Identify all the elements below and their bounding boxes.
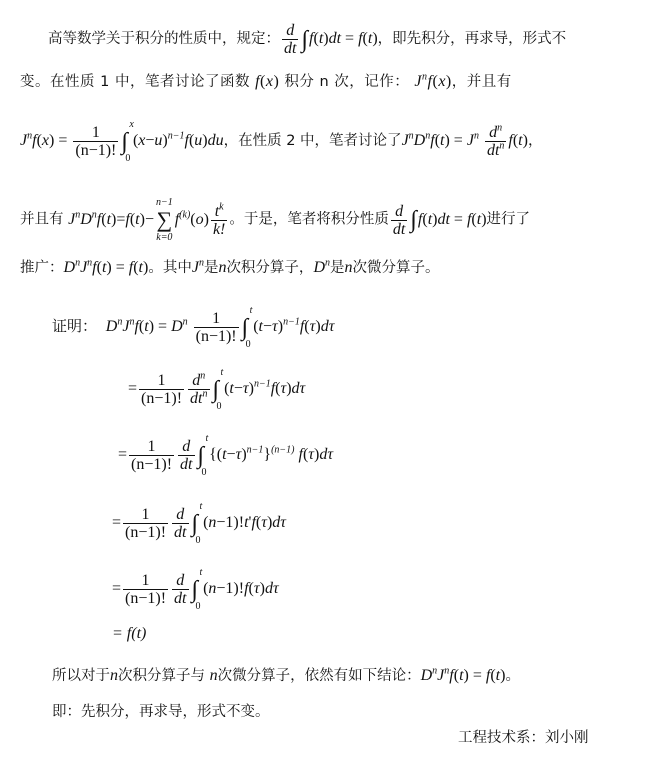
text-segment: 高等数学关于积分的性质中，规定： <box>48 31 280 48</box>
proof-line-4: = $\frac{1}{(n-1)!}$ $\frac{d}{dt}$ ∫ t 0 (n−1)!t'f(τ)dτ <box>112 500 287 546</box>
text-segment: 次积分算子， <box>226 260 314 276</box>
proof-label: 证明： <box>52 317 98 336</box>
text-segment: ，即先积分，再求导，形式不 <box>377 31 567 48</box>
paragraph-line-5: 推广：$D^nJ^nf(t) = f(t)$。其中$J^n$是n次积分算子，$D^n$是n次微分算子。 <box>20 257 440 276</box>
proof-final: = f(t) <box>112 625 147 642</box>
proof-line-1: 证明： $D^nJ^nf(t) = D^n$ $\frac{1}{(n-1)!}$ ∫ t 0 $(t-\tau)^{n-1}f(\tau)d\tau$ <box>52 304 335 350</box>
text-segment: 次积分算子与 <box>118 668 205 684</box>
text-segment: 所以对于 <box>52 668 110 684</box>
paragraph-line-4: 并且有 $J^nD^nf(t)=f(t)-$ n−1 ∑ k=0 $f^{(k)}(o)$ $\frac{t^k}{k!}$ 。于是，笔者将积分性质 $\frac{d}{dt}$ ∫f(t)dt = f(t)进行了 <box>20 197 531 243</box>
paragraph-line-1: 高等数学关于积分的性质中，规定： $\frac{d}{dt}$ ∫f(t)dt = f(t)，即先积分，再求导，形式不 <box>48 22 567 57</box>
proof-line-2: = $\frac{1}{(n-1)!}$ $\frac{d^n}{dt^n}$ ∫ t 0 $(t-\tau)^{n-1}f(\tau)d\tau$ <box>128 366 306 412</box>
text-segment: 推广： <box>20 260 64 276</box>
text-segment: 变。在性质 1 中，笔者讨论了函数 <box>20 74 250 90</box>
conclusion-line-1: 所以对于n次积分算子与 n次微分算子，依然有如下结论：$D^nJ^nf(t) = f(t)$。 <box>52 665 520 684</box>
proof-line-5: = $\frac{1}{(n-1)!}$ $\frac{d}{dt}$ ∫ t 0 (n−1)!f(τ)dτ <box>112 566 279 612</box>
text-segment: 并且有 <box>20 211 64 228</box>
text-segment: ，在性质 2 中，笔者讨论了 <box>223 133 402 150</box>
text-segment: 。于是，笔者将积分性质 <box>229 211 389 228</box>
conclusion-line-2: 即：先积分，再求导，形式不变。 <box>52 704 270 720</box>
text-segment: ，并且有 <box>451 74 512 90</box>
proof-line-6 <box>112 624 146 643</box>
proof-line-3: = $\frac{1}{(n-1)!}$ $\frac{d}{dt}$ ∫ t 0 $\{(t-\tau)^{n-1}\}^{(n-1)}$ f(τ)dτ <box>118 432 334 478</box>
text-segment: 次微分算子，依然有如下结论： <box>217 668 421 684</box>
text-segment: 次微分算子。 <box>352 260 440 276</box>
text-segment: 是 <box>330 260 345 276</box>
signature: 工程技术系：刘小刚 <box>458 730 589 746</box>
paragraph-line-2: 变。在性质 1 中，笔者讨论了函数 f(x) 积分 n 次，记作： $J^nf(x)$，并且有 <box>20 71 512 90</box>
text-segment: 进行了 <box>486 211 531 228</box>
text-segment: 是 <box>203 260 219 276</box>
text-segment: 积分 n 次，记作： <box>284 74 410 90</box>
paragraph-line-3: $J^nf(x)$ = $\frac{1}{(n-1)!}$ ∫ x 0 $(x-u)^{n-1}f(u)du$，在性质 2 中，笔者讨论了$J^nD^nf(t) = J^n$ $\frac{d^n}{dt^n}$ f(t)， <box>20 118 543 164</box>
text-segment: 。其中 <box>148 260 192 276</box>
